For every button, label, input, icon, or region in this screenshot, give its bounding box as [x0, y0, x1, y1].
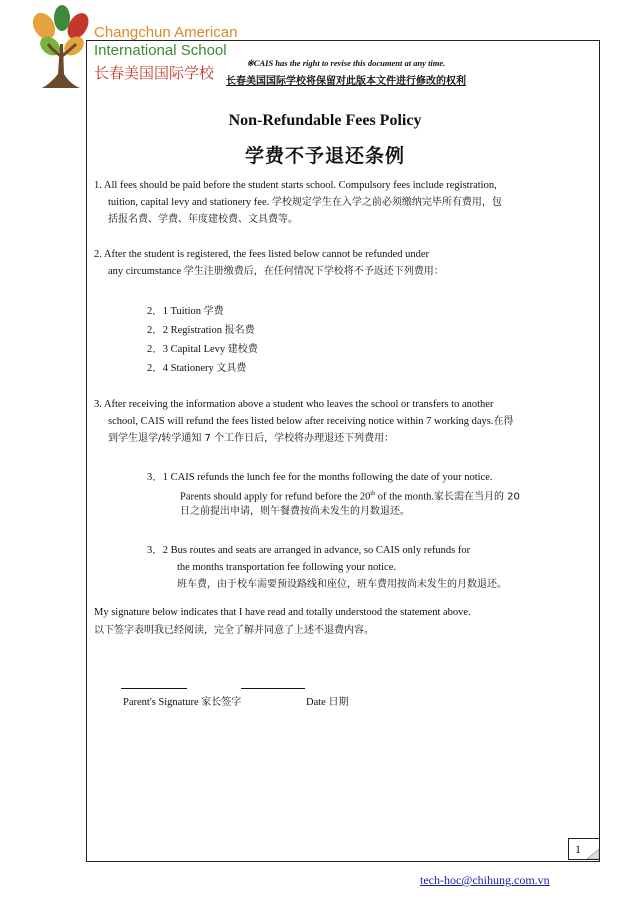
- date-line[interactable]: [241, 688, 305, 689]
- page-curl-icon: [587, 849, 599, 859]
- clause2-line2-en: any circumstance: [108, 266, 182, 277]
- page-title-cn: 学费不予退还条例: [244, 145, 405, 167]
- clause2-line2-cn: 学生注册缴费后，在任何情况下学校将不予返还下列费用：: [183, 266, 444, 277]
- list-item: 2．4 Stationery 文具费: [147, 363, 247, 374]
- page-title: Non-Refundable Fees Policy: [228, 112, 422, 129]
- clause3-2-line3: 班车费，由于校车需要预设路线和座位，班车费用按尚未发生的月数退还。: [177, 579, 507, 590]
- school-logo: [30, 4, 238, 94]
- clause1-line2-cn: 学校规定学生在入学之前必须缴纳完毕所有费用，包: [271, 197, 502, 208]
- acknowledgement-cn: 以下签字表明我已经阅读，完全了解并同意了上述不退费内容。: [94, 625, 374, 636]
- clause3-line3: 到学生退学/转学通知 7 个工作日后，学校将办理退还下列费用：: [108, 433, 395, 444]
- logo-text-line1: Changchun American: [94, 24, 238, 41]
- contact-email-link[interactable]: tech-hoc@chihung.com.vn: [420, 873, 550, 887]
- date-label: Date 日期: [306, 697, 349, 708]
- clause3-2-line1: 3．2 Bus routes and seats are arranged in advance, so CAIS only refunds for: [147, 545, 471, 556]
- list-item: 2．3 Capital Levy 建校费: [147, 344, 258, 355]
- acknowledgement-en: My signature below indicates that I have read and totally understood the statement above.: [94, 607, 471, 618]
- revision-notice-en: ※CAIS has the right to revise this document at any time.: [246, 58, 446, 68]
- clause3-1-line1: 3．1 CAIS refunds the lunch fee for the months following the date of your notice.: [147, 472, 493, 483]
- list-item: 2．2 Registration 报名费: [147, 325, 255, 336]
- clause2-line2: [108, 263, 444, 280]
- list-item: 2．1 Tuition 学费: [147, 306, 224, 317]
- clause2-line1: 2. After the student is registered, the fees listed below cannot be refunded under: [94, 249, 430, 260]
- page-number: 1: [575, 842, 581, 856]
- revision-notice-cn: 长春美国国际学校将保留对此版本文件进行修改的权利: [226, 76, 466, 87]
- clause3-1-line3: 日之前提出申请，则午餐费按尚未发生的月数退还。: [180, 506, 410, 517]
- clause3-2-line2: the months transportation fee following your notice.: [177, 562, 396, 573]
- clause3-line2: [108, 413, 514, 430]
- tree-logo-icon: [30, 4, 92, 94]
- page-number-box: [568, 838, 600, 860]
- clause3-line1: 3. After receiving the information above a student who leaves the school or transfers to another: [94, 399, 494, 410]
- clause3-1-line2: Parents should apply for refund before the 20th of the month.家长需在当月的 20: [180, 491, 520, 503]
- clause1-line2-en: tuition, capital levy and stationery fee.: [108, 197, 270, 208]
- clause1-line2: [108, 194, 502, 211]
- clause3-line2-cn: 在得: [493, 416, 514, 427]
- clause1-line3: 括报名费、学费、年度建校费、文具费等。: [108, 214, 298, 225]
- parent-signature-label: Parent's Signature 家长签字: [123, 697, 242, 708]
- parent-signature-line[interactable]: [121, 688, 187, 689]
- logo-text-line2: International School: [94, 42, 227, 59]
- clause1-line1: 1. All fees should be paid before the student starts school. Compulsory fees include registration,: [94, 180, 497, 191]
- clause3-line2-en: school, CAIS will refund the fees listed below after receiving notice within 7 working days.: [108, 416, 494, 427]
- logo-text-chinese: 长春美国国际学校: [94, 64, 215, 82]
